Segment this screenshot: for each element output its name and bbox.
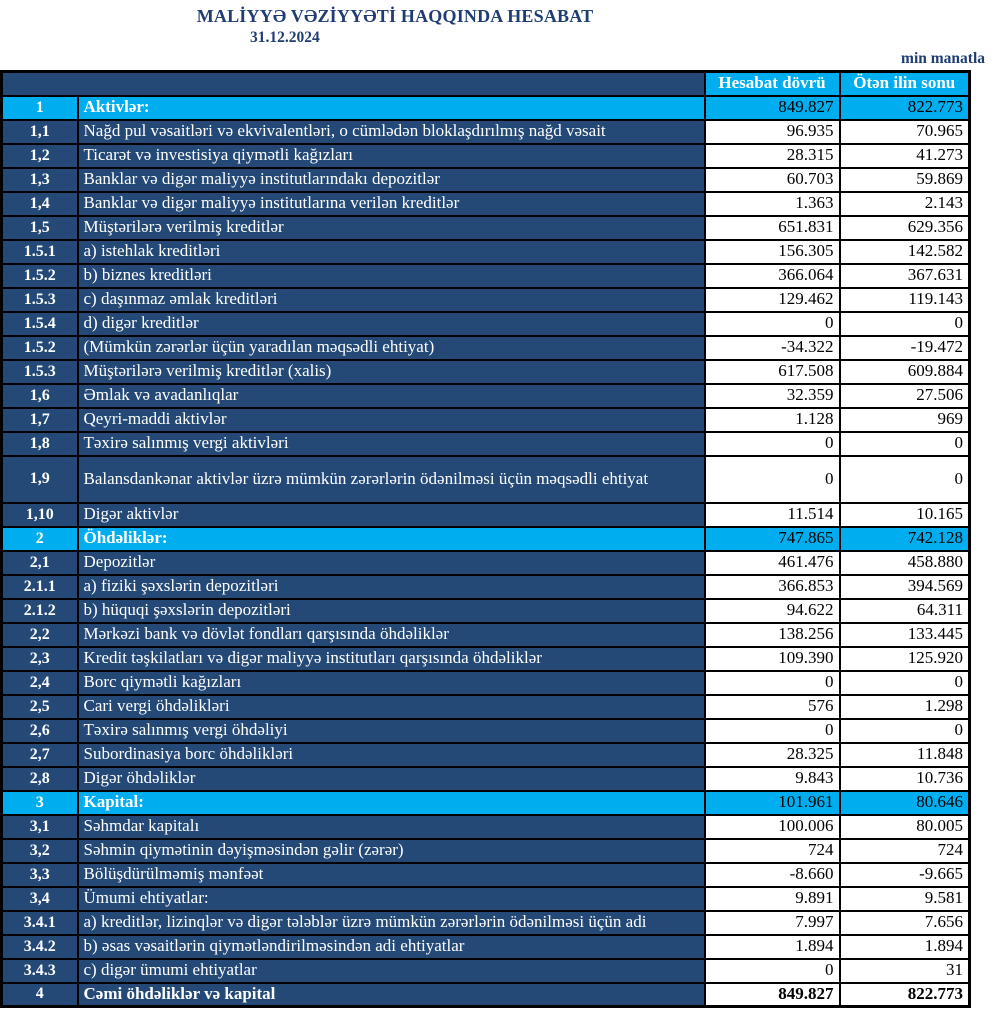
row-value-current: 11.514: [705, 503, 840, 527]
row-value-current: 94.622: [705, 599, 840, 623]
row-value-current: 651.831: [705, 216, 840, 240]
row-label: c) digər ümumi ehtiyatlar: [78, 959, 705, 983]
row-num: 1.5.1: [2, 240, 78, 264]
row-label: Depozitlər: [78, 551, 705, 575]
row-value-previous: 64.311: [840, 599, 970, 623]
row-value-current: 129.462: [705, 288, 840, 312]
table-row: [2, 432, 970, 456]
row-label: b) hüquqi şəxslərin depozitləri: [78, 599, 705, 623]
row-label: Bölüşdürülməmiş mənfəət: [78, 863, 705, 887]
table-row: [2, 887, 970, 911]
table-row: [2, 96, 970, 120]
row-value-previous: 1.298: [840, 695, 970, 719]
row-value-current: 617.508: [705, 360, 840, 384]
column-header-hesabat-dovru: Hesabat dövrü: [705, 72, 840, 96]
column-header-oten-ilin-sonu: Ötən ilin sonu: [840, 72, 970, 96]
row-value-current: 32.359: [705, 384, 840, 408]
row-label: Cəmi öhdəliklər və kapital: [78, 983, 705, 1007]
table-row: [2, 575, 970, 599]
row-value-current: 0: [705, 671, 840, 695]
table-row: [2, 240, 970, 264]
row-value-current: 109.390: [705, 647, 840, 671]
row-value-previous: 142.582: [840, 240, 970, 264]
row-num: 1,7: [2, 408, 78, 432]
row-label: Digər öhdəliklər: [78, 767, 705, 791]
row-num: 2: [2, 527, 78, 551]
table-header-row: [2, 72, 970, 96]
row-label: Subordinasiya borc öhdəlikləri: [78, 743, 705, 767]
row-value-current: 28.325: [705, 743, 840, 767]
row-label: Mərkəzi bank və dövlət fondları qarşısında öhdəliklər: [78, 623, 705, 647]
row-label: Ümumi ehtiyatlar:: [78, 887, 705, 911]
table-row: [2, 599, 970, 623]
row-value-previous: 367.631: [840, 264, 970, 288]
row-value-previous: 27.506: [840, 384, 970, 408]
row-value-previous: 0: [840, 671, 970, 695]
row-value-current: 9.891: [705, 887, 840, 911]
row-label: Kapital:: [78, 791, 705, 815]
row-value-previous: 822.773: [840, 983, 970, 1007]
row-label: Qeyri-maddi aktivlər: [78, 408, 705, 432]
table-row: [2, 623, 970, 647]
row-value-current: 60.703: [705, 168, 840, 192]
row-num: 1,8: [2, 432, 78, 456]
row-value-previous: 1.894: [840, 935, 970, 959]
row-num: 4: [2, 983, 78, 1007]
table-row: [2, 911, 970, 935]
row-label: Banklar və digər maliyyə institutlarındakı depozitlər: [78, 168, 705, 192]
row-value-current: 1.894: [705, 935, 840, 959]
row-value-current: 100.006: [705, 815, 840, 839]
row-value-current: 28.315: [705, 144, 840, 168]
row-value-current: 101.961: [705, 791, 840, 815]
row-label: Banklar və digər maliyyə institutlarına verilən kreditlər: [78, 192, 705, 216]
row-value-current: -34.322: [705, 336, 840, 360]
row-value-previous: 70.965: [840, 120, 970, 144]
row-value-current: 0: [705, 959, 840, 983]
row-num: 3: [2, 791, 78, 815]
table-row: [2, 503, 970, 527]
table-row: [2, 551, 970, 575]
table-row: [2, 743, 970, 767]
table-row: [2, 360, 970, 384]
row-value-previous: 629.356: [840, 216, 970, 240]
table-row: [2, 959, 970, 983]
row-label: Səhmin qiymətinin dəyişməsindən gəlir (zərər): [78, 839, 705, 863]
row-num: 3,1: [2, 815, 78, 839]
row-label: a) fiziki şəxslərin depozitləri: [78, 575, 705, 599]
row-label: b) əsas vəsaitlərin qiymətləndirilməsindən adi ehtiyatlar: [78, 935, 705, 959]
row-value-current: 724: [705, 839, 840, 863]
table-row: [2, 935, 970, 959]
row-label: Ticarət və investisiya qiymətli kağızları: [78, 144, 705, 168]
table-row: [2, 384, 970, 408]
financial-position-table: [0, 70, 971, 1008]
row-value-current: 747.865: [705, 527, 840, 551]
table-row: [2, 264, 970, 288]
row-num: 3.4.1: [2, 911, 78, 935]
row-num: 1.5.4: [2, 312, 78, 336]
row-num: 2,5: [2, 695, 78, 719]
row-value-previous: 59.869: [840, 168, 970, 192]
row-value-previous: 724: [840, 839, 970, 863]
row-label: d) digər kreditlər: [78, 312, 705, 336]
table-row: [2, 120, 970, 144]
row-label: Borc qiymətli kağızları: [78, 671, 705, 695]
row-num: 2,6: [2, 719, 78, 743]
row-num: 1,5: [2, 216, 78, 240]
row-num: 1,1: [2, 120, 78, 144]
row-value-previous: 822.773: [840, 96, 970, 120]
table-row: [2, 863, 970, 887]
row-value-current: 0: [705, 312, 840, 336]
row-label: Səhmdar kapitalı: [78, 815, 705, 839]
row-label: (Mümkün zərərlər üçün yaradılan məqsədli ehtiyat): [78, 336, 705, 360]
row-num: 1.5.3: [2, 288, 78, 312]
row-value-current: 1.128: [705, 408, 840, 432]
row-num: 1,6: [2, 384, 78, 408]
row-value-previous: 80.005: [840, 815, 970, 839]
row-value-previous: 394.569: [840, 575, 970, 599]
row-num: 2,1: [2, 551, 78, 575]
row-value-current: 0: [705, 456, 840, 503]
table-row: [2, 216, 970, 240]
row-value-previous: 0: [840, 312, 970, 336]
row-value-previous: 31: [840, 959, 970, 983]
row-label: Əmlak və avadanlıqlar: [78, 384, 705, 408]
row-num: 1,9: [2, 456, 78, 503]
row-label: Kredit təşkilatları və digər maliyyə institutları qarşısında öhdəliklər: [78, 647, 705, 671]
row-value-previous: 0: [840, 432, 970, 456]
row-value-previous: 125.920: [840, 647, 970, 671]
row-label: Cari vergi öhdəlikləri: [78, 695, 705, 719]
row-value-current: 461.476: [705, 551, 840, 575]
report-table-body: [2, 96, 970, 1007]
row-label: Öhdəliklər:: [78, 527, 705, 551]
row-label: Müştərilərə verilmiş kreditlər: [78, 216, 705, 240]
row-value-previous: 969: [840, 408, 970, 432]
row-label: Balansdankənar aktivlər üzrə mümkün zərərlərin ödənilməsi üçün məqsədli ehtiyat: [78, 456, 705, 503]
row-num: 3,2: [2, 839, 78, 863]
row-value-previous: 609.884: [840, 360, 970, 384]
row-num: 2,2: [2, 623, 78, 647]
row-num: 1: [2, 96, 78, 120]
unit-note: min manatla: [901, 50, 985, 67]
table-row: [2, 719, 970, 743]
row-value-current: -8.660: [705, 863, 840, 887]
row-value-current: 366.853: [705, 575, 840, 599]
table-row: [2, 408, 970, 432]
row-value-previous: 41.273: [840, 144, 970, 168]
row-value-previous: 0: [840, 456, 970, 503]
row-num: 1.5.2: [2, 264, 78, 288]
table-row: [2, 144, 970, 168]
row-label: a) kreditlər, lizinqlər və digər tələblər üzrə mümkün zərərlərin ödənilməsi üçün adi: [78, 911, 705, 935]
row-num: 1.5.3: [2, 360, 78, 384]
row-num: 2,7: [2, 743, 78, 767]
row-value-current: 96.935: [705, 120, 840, 144]
row-value-current: 0: [705, 719, 840, 743]
row-value-previous: 80.646: [840, 791, 970, 815]
row-label: Təxirə salınmış vergi öhdəliyi: [78, 719, 705, 743]
row-value-current: 849.827: [705, 96, 840, 120]
table-row: [2, 192, 970, 216]
row-value-previous: 2.143: [840, 192, 970, 216]
row-value-current: 0: [705, 432, 840, 456]
row-label: Digər aktivlər: [78, 503, 705, 527]
row-value-previous: 119.143: [840, 288, 970, 312]
row-value-previous: 11.848: [840, 743, 970, 767]
row-num: 2,8: [2, 767, 78, 791]
row-label: Aktivlər:: [78, 96, 705, 120]
row-num: 2,4: [2, 671, 78, 695]
row-num: 2,3: [2, 647, 78, 671]
row-num: 1,4: [2, 192, 78, 216]
table-row: [2, 839, 970, 863]
row-value-previous: 7.656: [840, 911, 970, 935]
row-num: 1,2: [2, 144, 78, 168]
row-value-current: 576: [705, 695, 840, 719]
row-label: b) biznes kreditləri: [78, 264, 705, 288]
table-row: [2, 815, 970, 839]
table-row: [2, 288, 970, 312]
row-value-current: 1.363: [705, 192, 840, 216]
table-row: [2, 527, 970, 551]
page-title: MALİYYƏ VƏZİYYƏTİ HAQQINDA HESABAT: [196, 6, 594, 26]
table-row: [2, 456, 970, 503]
table-row: [2, 983, 970, 1007]
document-header: [0, 6, 1000, 68]
row-label: Təxirə salınmış vergi aktivləri: [78, 432, 705, 456]
table-row: [2, 671, 970, 695]
row-value-previous: 0: [840, 719, 970, 743]
row-value-previous: 458.880: [840, 551, 970, 575]
table-row: [2, 168, 970, 192]
table-row: [2, 336, 970, 360]
row-num: 1,3: [2, 168, 78, 192]
table-row: [2, 791, 970, 815]
row-label: c) daşınmaz əmlak kreditləri: [78, 288, 705, 312]
row-value-previous: 742.128: [840, 527, 970, 551]
row-value-previous: -19.472: [840, 336, 970, 360]
row-value-current: 138.256: [705, 623, 840, 647]
row-num: 2.1.1: [2, 575, 78, 599]
table-row: [2, 695, 970, 719]
row-num: 3.4.2: [2, 935, 78, 959]
row-value-current: 156.305: [705, 240, 840, 264]
row-num: 3.4.3: [2, 959, 78, 983]
row-num: 3,4: [2, 887, 78, 911]
table-row: [2, 647, 970, 671]
table-row: [2, 767, 970, 791]
row-num: 1.5.2: [2, 336, 78, 360]
row-num: 2.1.2: [2, 599, 78, 623]
row-value-current: 849.827: [705, 983, 840, 1007]
table-row: [2, 312, 970, 336]
row-value-previous: 9.581: [840, 887, 970, 911]
row-label: a) istehlak kreditləri: [78, 240, 705, 264]
row-value-previous: -9.665: [840, 863, 970, 887]
row-value-current: 7.997: [705, 911, 840, 935]
row-value-current: 9.843: [705, 767, 840, 791]
header-corner-cell: [2, 72, 705, 96]
row-num: 3,3: [2, 863, 78, 887]
row-label: Müştərilərə verilmiş kreditlər (xalis): [78, 360, 705, 384]
row-num: 1,10: [2, 503, 78, 527]
row-value-previous: 133.445: [840, 623, 970, 647]
row-label: Nağd pul vəsaitləri və ekvivalentləri, o cümlədən bloklaşdırılmış nağd vəsait: [78, 120, 705, 144]
row-value-current: 366.064: [705, 264, 840, 288]
row-value-previous: 10.736: [840, 767, 970, 791]
report-date: 31.12.2024: [250, 29, 320, 46]
row-value-previous: 10.165: [840, 503, 970, 527]
